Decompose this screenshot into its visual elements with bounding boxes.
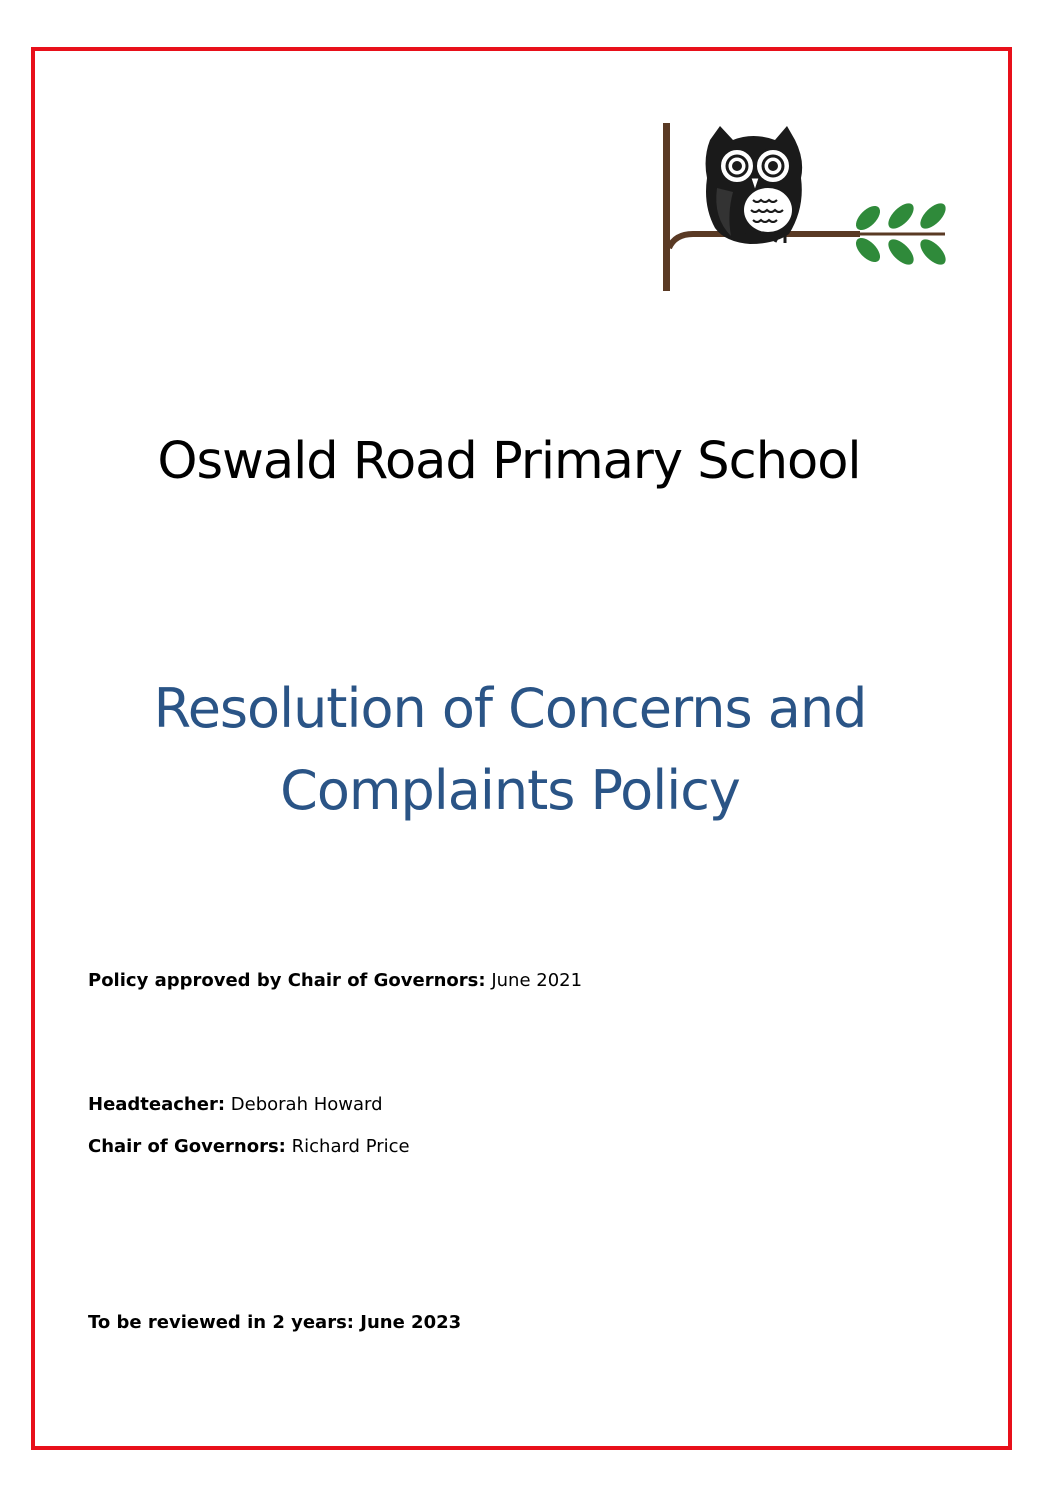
owl-on-branch-icon xyxy=(655,118,955,303)
school-name: Oswald Road Primary School xyxy=(157,432,861,491)
policy-title-line-1: Resolution of Concerns and xyxy=(153,677,867,740)
chair-line xyxy=(88,1136,410,1157)
review-date-line: To be reviewed in 2 years: June 2023 xyxy=(88,1312,462,1333)
approval-line xyxy=(88,970,582,991)
headteacher-name: Deborah Howard xyxy=(230,1094,383,1115)
chair-label: Chair of Governors: xyxy=(88,1136,286,1157)
policy-title xyxy=(100,668,920,832)
policy-title-line-2: Complaints Policy xyxy=(280,759,740,822)
approval-date: June 2021 xyxy=(491,970,583,991)
approval-label: Policy approved by Chair of Governors: xyxy=(88,970,486,991)
chair-name: Richard Price xyxy=(291,1136,410,1157)
headteacher-label: Headteacher: xyxy=(88,1094,226,1115)
headteacher-line xyxy=(88,1094,383,1115)
